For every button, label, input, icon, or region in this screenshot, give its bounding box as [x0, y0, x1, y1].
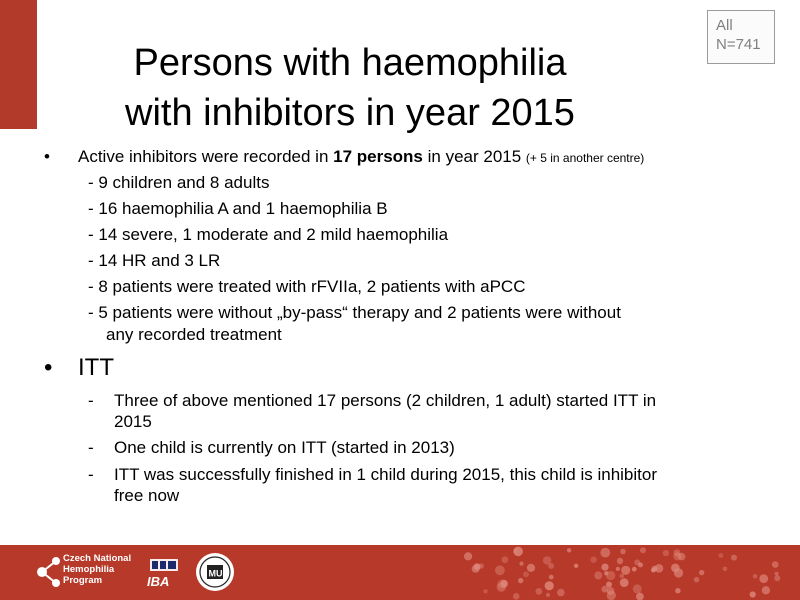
- decorative-dot: [632, 567, 637, 572]
- logo-line-2: Hemophilia: [63, 564, 115, 575]
- decorative-dot: [617, 558, 623, 564]
- list-item: - 14 HR and 3 LR: [88, 251, 221, 270]
- bullet-active-inhibitors: [78, 146, 644, 169]
- decorative-dot: [606, 582, 612, 588]
- list-item: - 8 patients were treated with rFVIIa, 2 patients with aPCC: [88, 277, 526, 296]
- badge-line-2: N=741: [716, 36, 761, 53]
- bullet-note: (+ 5 in another centre): [525, 151, 645, 165]
- itt-item-3: ITT was successfully finished in 1 child during 2015, this child is inhibitor: [114, 465, 658, 484]
- decorative-dot: [699, 570, 704, 575]
- dash-marker: -: [88, 391, 94, 410]
- decorative-dot: [546, 593, 550, 597]
- decorative-dot: [527, 564, 535, 572]
- decorative-dot: [634, 559, 640, 565]
- bullet-text-before: Active inhibitors were recorded in: [78, 147, 334, 166]
- decorative-dot: [549, 575, 554, 580]
- list-item: - 14 severe, 1 moderate and 2 mild haemophilia: [88, 225, 449, 244]
- decorative-dot: [651, 568, 656, 573]
- decorative-dot: [594, 571, 602, 579]
- decorative-dot: [753, 574, 758, 579]
- left-accent-bar: [0, 0, 37, 129]
- list-item: - 5 patients were without „by-pass“ therapy and 2 patients were without: [88, 303, 621, 322]
- decorative-dot-pattern: [450, 545, 800, 600]
- decorative-dot: [621, 566, 630, 575]
- decorative-dot: [590, 557, 596, 563]
- title-line-2: with inhibitors in year 2015: [125, 92, 575, 134]
- decorative-dot: [759, 574, 768, 583]
- footer-bar: [0, 545, 800, 600]
- decorative-dot: [663, 550, 669, 556]
- list-item: - 9 children and 8 adults: [88, 173, 270, 192]
- itt-item-2: One child is currently on ITT (started in 2013): [114, 438, 455, 457]
- decorative-dot: [616, 567, 620, 571]
- decorative-dot: [514, 549, 518, 553]
- decorative-dot: [636, 593, 644, 600]
- logo-line-3: Program: [63, 575, 103, 586]
- decorative-dot: [464, 552, 472, 560]
- decorative-dot: [518, 578, 523, 583]
- decorative-dot: [519, 562, 523, 566]
- decorative-dot: [762, 586, 770, 594]
- decorative-dot: [640, 547, 646, 553]
- decorative-dot: [723, 567, 728, 572]
- decorative-dot: [620, 574, 625, 579]
- decorative-dot: [718, 553, 723, 558]
- cohort-badge: [707, 10, 775, 64]
- decorative-dot: [495, 565, 505, 575]
- decorative-dot: [620, 549, 626, 555]
- decorative-dot: [567, 548, 571, 552]
- university-seal-icon: [194, 551, 236, 593]
- decorative-dot: [601, 564, 608, 571]
- title-line-1: Persons with haemophilia: [133, 42, 567, 84]
- decorative-dot: [557, 589, 565, 597]
- decorative-dot: [655, 564, 664, 573]
- network-icon: [36, 555, 62, 589]
- decorative-dot: [474, 563, 481, 570]
- decorative-dot: [731, 555, 737, 561]
- program-logo-text: [63, 553, 131, 586]
- decorative-dot: [750, 591, 756, 597]
- decorative-dot: [607, 591, 616, 600]
- decorative-dot: [523, 571, 529, 577]
- itt-item-3-continuation: free now: [114, 486, 180, 505]
- decorative-dot: [500, 580, 508, 588]
- decorative-dot: [772, 561, 779, 568]
- slide-title: [60, 38, 640, 138]
- decorative-dot: [535, 588, 542, 595]
- decorative-dot: [502, 556, 509, 563]
- decorative-dot: [633, 584, 642, 593]
- decorative-dot: [600, 548, 610, 558]
- iba-logo-icon: [146, 553, 184, 591]
- bullet-text-after: in year 2015: [422, 147, 526, 166]
- decorative-dot: [694, 577, 700, 583]
- itt-item-1: Three of above mentioned 17 persons (2 children, 1 adult) started ITT in: [114, 391, 657, 410]
- list-item-continuation: any recorded treatment: [106, 325, 282, 344]
- decorative-dot: [513, 593, 520, 600]
- decorative-dot: [675, 588, 680, 593]
- bullet-text-bold: 17 persons: [333, 147, 423, 166]
- list-item: - 16 haemophilia A and 1 haemophilia B: [88, 199, 388, 218]
- bullet-marker-itt: •: [44, 354, 53, 381]
- decorative-dot: [774, 575, 780, 581]
- decorative-dot: [548, 563, 554, 569]
- itt-heading: ITT: [78, 354, 114, 381]
- decorative-dot: [574, 564, 578, 568]
- iba-label: IBA: [147, 574, 170, 589]
- decorative-dot: [606, 571, 615, 580]
- decorative-dot: [545, 581, 554, 590]
- dash-marker: -: [88, 438, 94, 457]
- decorative-dot: [483, 589, 487, 593]
- itt-item-1-continuation: 2015: [114, 412, 152, 431]
- dash-marker: -: [88, 465, 94, 484]
- decorative-dot: [671, 564, 680, 573]
- bullet-marker: •: [44, 147, 50, 166]
- mu-label: MU: [208, 568, 223, 579]
- decorative-dot: [775, 572, 779, 576]
- badge-line-1: All: [716, 17, 733, 34]
- decorative-dot: [620, 578, 629, 587]
- decorative-dot: [673, 552, 681, 560]
- logo-line-1: Czech National: [63, 553, 132, 564]
